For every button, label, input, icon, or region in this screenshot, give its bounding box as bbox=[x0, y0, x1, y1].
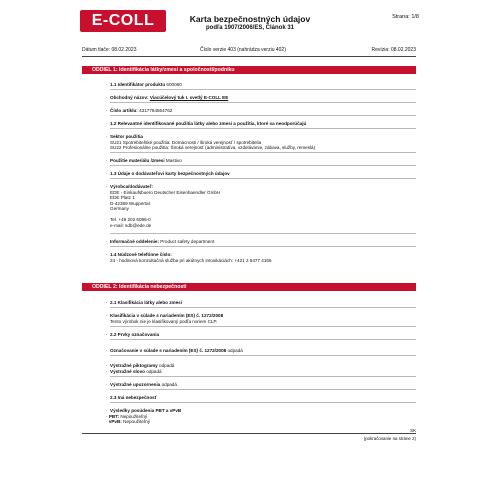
hazard-pictograms: · Výstražné piktogramy odpadá bbox=[106, 363, 175, 368]
sector-of-use: · Sektor použitia SU21 Spotrebiteľské použitia: Domácnosti / široká verejnosť / spotrebitelia SU22 Profesionálne použitia: Široká verejnosť (administratíva, vzdelávanie, zábava, služby, remeslá) bbox=[106, 134, 316, 150]
separator bbox=[110, 152, 416, 153]
document-title: Karta bezpečnostných údajov bbox=[189, 14, 311, 24]
version-number: Číslo verzie 403 (nahrádza verziu 402) bbox=[200, 47, 286, 53]
separator bbox=[110, 102, 416, 103]
separator bbox=[110, 339, 416, 340]
separator bbox=[110, 233, 416, 234]
separator bbox=[110, 89, 416, 90]
document-subtitle: podľa 1907/2006/ES, Článok 31 bbox=[205, 25, 295, 31]
separator bbox=[110, 389, 416, 390]
separator bbox=[110, 376, 416, 377]
separator bbox=[110, 402, 416, 403]
pbt-vpvb-results: · Výsledky posúdenia PBT a vPvB · PBT: Nepoužiteľný · vPvB: Nepoužiteľný bbox=[106, 408, 182, 424]
clp-classification: · Klasifikácia v súlade s nariadením (ES) č. 1272/2008 Tento výrobok nie je klasifikovaný podľa noriem CLP. bbox=[106, 313, 224, 324]
hazard-statements: · Výstražné upozornenia odpadá bbox=[106, 382, 177, 387]
page-number: Strana: 1/8 bbox=[392, 14, 419, 20]
signal-word: · Výstražné slovo odpadá bbox=[106, 369, 162, 374]
trade-name: · Obchodný názov: Viacúčelový tuk I. svetlý E-COLL EE bbox=[106, 95, 229, 100]
separator bbox=[110, 115, 416, 116]
print-date: Dátum tlače: 08.02.2023 bbox=[82, 47, 137, 53]
supplier-heading: · 1.3 Údaje o dodávateľovi karty bezpečnostných údajov bbox=[106, 171, 230, 176]
info-department: · Informačné oddelenie: Product safety department bbox=[106, 239, 215, 244]
company-logo: E-COLL bbox=[80, 10, 166, 32]
separator bbox=[110, 326, 416, 327]
header-rule bbox=[82, 56, 416, 57]
clp-marking: · Označovanie v súlade s nariadením (ES) č. 1272/2008 odpadá bbox=[106, 348, 243, 353]
separator bbox=[110, 128, 416, 129]
footer-rule bbox=[82, 433, 416, 434]
language-code: SK bbox=[410, 428, 416, 433]
relevant-uses-heading: · 1.2 Relevantné identifikované použitia látky alebo zmesi a použitia, ktoré sa neodporúčajú bbox=[106, 121, 307, 126]
separator bbox=[110, 178, 416, 179]
section-1-heading: ODDIEL 1: Identifikácia látky/zmesi a spoločnosti/podniku bbox=[82, 66, 416, 74]
supplier-details: · Výrobca/dodávateľ: EDE - Einkaufsbuero Deutscher Eisenhaendler GmbH EDE Platz 1 D-42389 Wuppertal Germany Tel. +49 202 6096-0 e-mail: sdb@ede.de bbox=[106, 184, 221, 228]
classification-heading: · 2.1 Klasifikácia látky alebo zmesi bbox=[106, 300, 183, 305]
emergency-phone: · 1.4 Núdzové telefónne číslo: 24 - hodinová konzultačná služba pri akútnych intoxikáciách: +421 2 5477 4166 bbox=[106, 252, 272, 263]
separator bbox=[110, 246, 416, 247]
label-elements-heading: · 2.2 Prvky označovania bbox=[106, 332, 160, 337]
revision-date: Revízia: 08.02.2023 bbox=[371, 47, 416, 53]
separator bbox=[110, 307, 416, 308]
material-use: · Použitie materiálu /zmesi Mastivo bbox=[106, 158, 182, 163]
article-number: · Číslo artiklu: 4317784564762 bbox=[106, 108, 173, 113]
separator bbox=[110, 355, 416, 356]
section-2-heading: ODDIEL 2: Identifikácia nebezpečnosti bbox=[82, 283, 416, 291]
other-hazards-heading: · 2.3 Iná nebezpečnosť bbox=[106, 395, 157, 400]
separator bbox=[110, 165, 416, 166]
product-identifier: · 1.1 Identifikátor produktu 600060 bbox=[106, 82, 182, 87]
continued-note: (pokračovanie na strane 2) bbox=[363, 436, 416, 441]
